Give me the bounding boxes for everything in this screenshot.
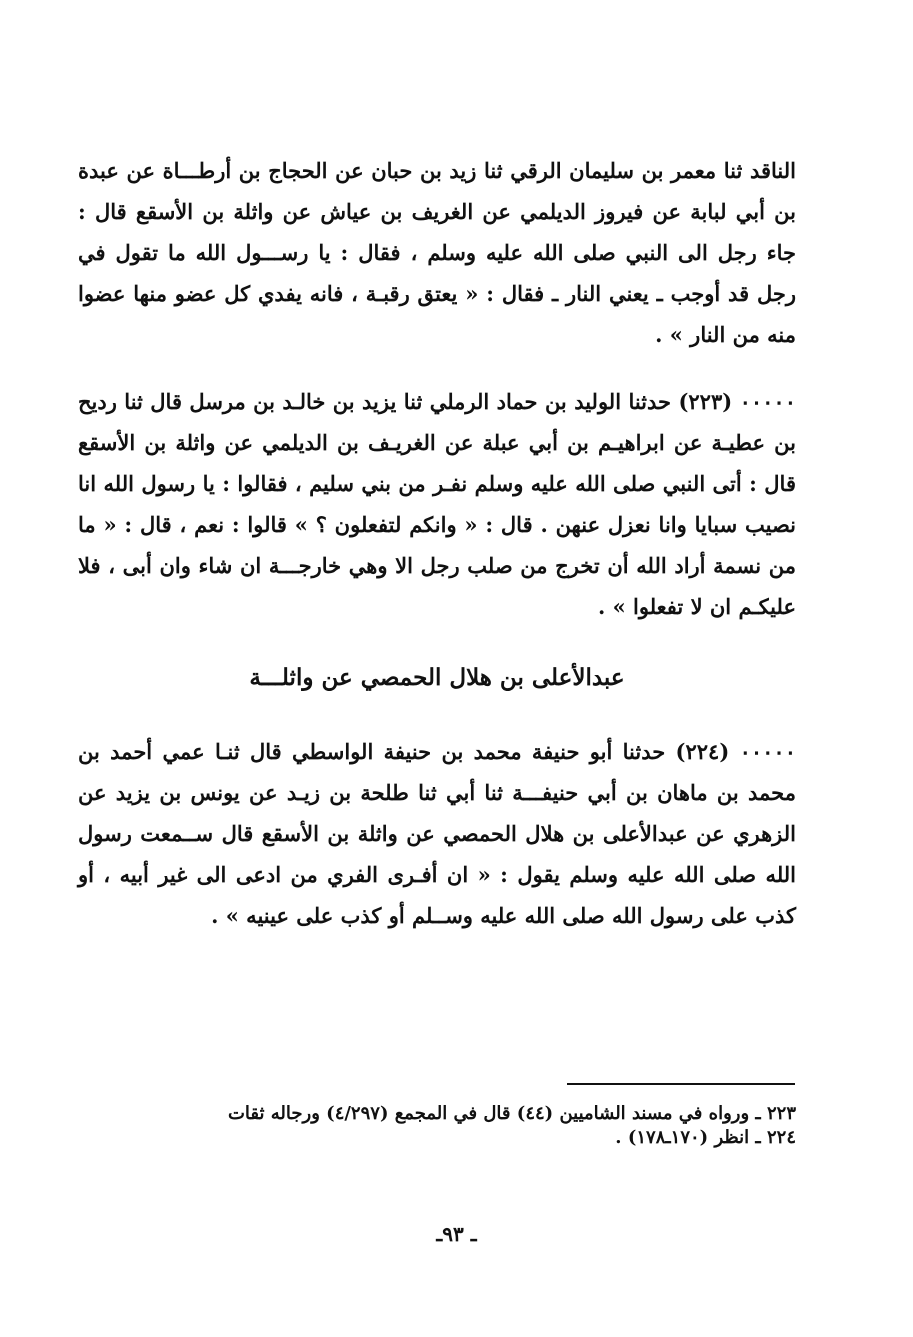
page-body [78, 150, 796, 936]
paragraph-1: الناقد ثنا معمر بن سليمان الرقي ثنا زيد بن حبان عن الحجاج بن أرطـــاة عن عبدة بن أبي لبابة عن فيروز الديلمي عن الغريف بن عياش عن واثلة بن الأسقع قال : جاء رجل الى النبي صلى الله عليه وسلم ، فقال : يا رســـول الله ما تقول في رجل قد أوجب ـ يعني النار ـ فقال : « يعتق رقبـة ، فانه يفدي كل عضو منها عضوا منه من النار » . [78, 158, 796, 347]
section-heading: عبدالأعلى بن هلال الحمصي عن واثلـــة [249, 664, 625, 691]
footnote-224: ٢٢٤ ـ انظر (١٧٠ـ١٧٨) . [615, 1127, 796, 1148]
paragraph-hadith-224: ٠٠٠٠٠ (٢٢٤) حدثنا أبو حنيفة محمد بن حنيفة الواسطي قال ثنـا عمي أحمد بن محمد بن ماهان بن أبي حنيفـــة ثنا أبي ثنا طلحة بن زيـد عن يونس بن يزيد عن الزهري عن عبدالأعلى بن هلال الحمصي عن واثلة بن الأسقع قال ســمعت رسول الله صلى الله عليه وسلم يقول : « ان أفـرى الفري من ادعى الى غير أبيه ، أو كذب على رسول الله صلى الله عليه وســلم أو كذب على عينيه » . [78, 739, 796, 928]
footnote-divider [567, 1083, 795, 1085]
paragraph-2-hadith-223: ٠٠٠٠٠ (٢٢٣) حدثنا الوليد بن حماد الرملي ثنا يزيد بن خالـد بن مرسل قال ثنا رديح بن عطيـة عن ابراهيـم بن أبي عبلة عن الغريـف بن الديلمي عن واثلة بن الأسقع قال : أتى النبي صلى الله عليه وسلم نفـر من بني سليم ، فقالوا : يا رسول الله انا نصيب سبايا وانا نعزل عنهن . قال : « وانكم لتفعلون ؟ » قالوا : نعم ، قال : « ما من نسمة أراد الله أن تخرج من صلب رجل الا وهي خارجـــة ان شاء وان أبى ، فلا عليكـم ان لا تفعلوا » . [78, 389, 796, 619]
footnote-223: ٢٢٣ ـ ورواه في مسند الشاميين (٤٤) قال في المجمع (٤/٢٩٧) ورجاله ثقات [227, 1103, 796, 1124]
page-number: ـ ٩٣ـ [436, 1222, 477, 1246]
footnotes [78, 1102, 796, 1150]
